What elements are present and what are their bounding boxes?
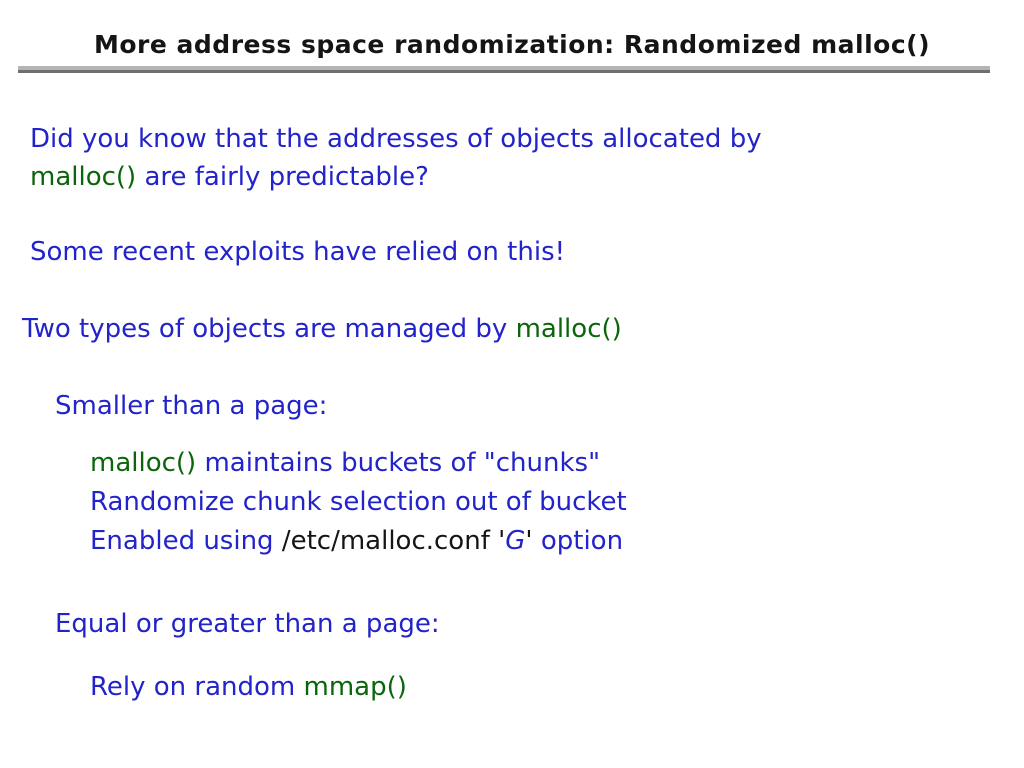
rely-text: Rely on random [90, 672, 304, 702]
divider-dark-line [18, 70, 990, 73]
quote-close: ' [525, 526, 533, 556]
mmap-identifier: mmap() [303, 672, 407, 702]
malloc-identifier: malloc() [30, 162, 137, 192]
quote-open: ' [489, 526, 506, 556]
two-types-text: Two types of objects are managed by [22, 314, 516, 344]
malloc-identifier: malloc() [515, 314, 622, 344]
g-flag: G [505, 526, 526, 556]
line-equal-heading [55, 608, 440, 640]
intro-text-2: are fairly predictable? [136, 162, 429, 192]
line-enabled [90, 525, 623, 557]
line-randomize [90, 486, 627, 518]
line-two-types [22, 313, 622, 345]
buckets-text: maintains buckets of "chunks" [196, 448, 601, 478]
option-text: option [532, 526, 624, 556]
line-buckets [90, 447, 600, 479]
equal-heading-text: Equal or greater than a page: [55, 609, 440, 639]
line-intro-2 [30, 161, 429, 193]
slide-title: More address space randomization: Randomized malloc() [94, 30, 930, 59]
smaller-heading-text: Smaller than a page: [55, 391, 328, 421]
title-divider [18, 66, 990, 73]
intro-text-1: Did you know that the addresses of objects allocated by [30, 124, 762, 154]
line-intro-1 [30, 123, 762, 155]
line-rely [90, 671, 407, 703]
line-exploits [30, 236, 565, 268]
randomize-text: Randomize chunk selection out of bucket [90, 487, 627, 517]
line-smaller-heading [55, 390, 327, 422]
malloc-identifier: malloc() [90, 448, 197, 478]
malloc-conf-path: /etc/malloc.conf [281, 526, 490, 556]
enabled-text: Enabled using [90, 526, 282, 556]
exploits-text: Some recent exploits have relied on this! [30, 237, 566, 267]
